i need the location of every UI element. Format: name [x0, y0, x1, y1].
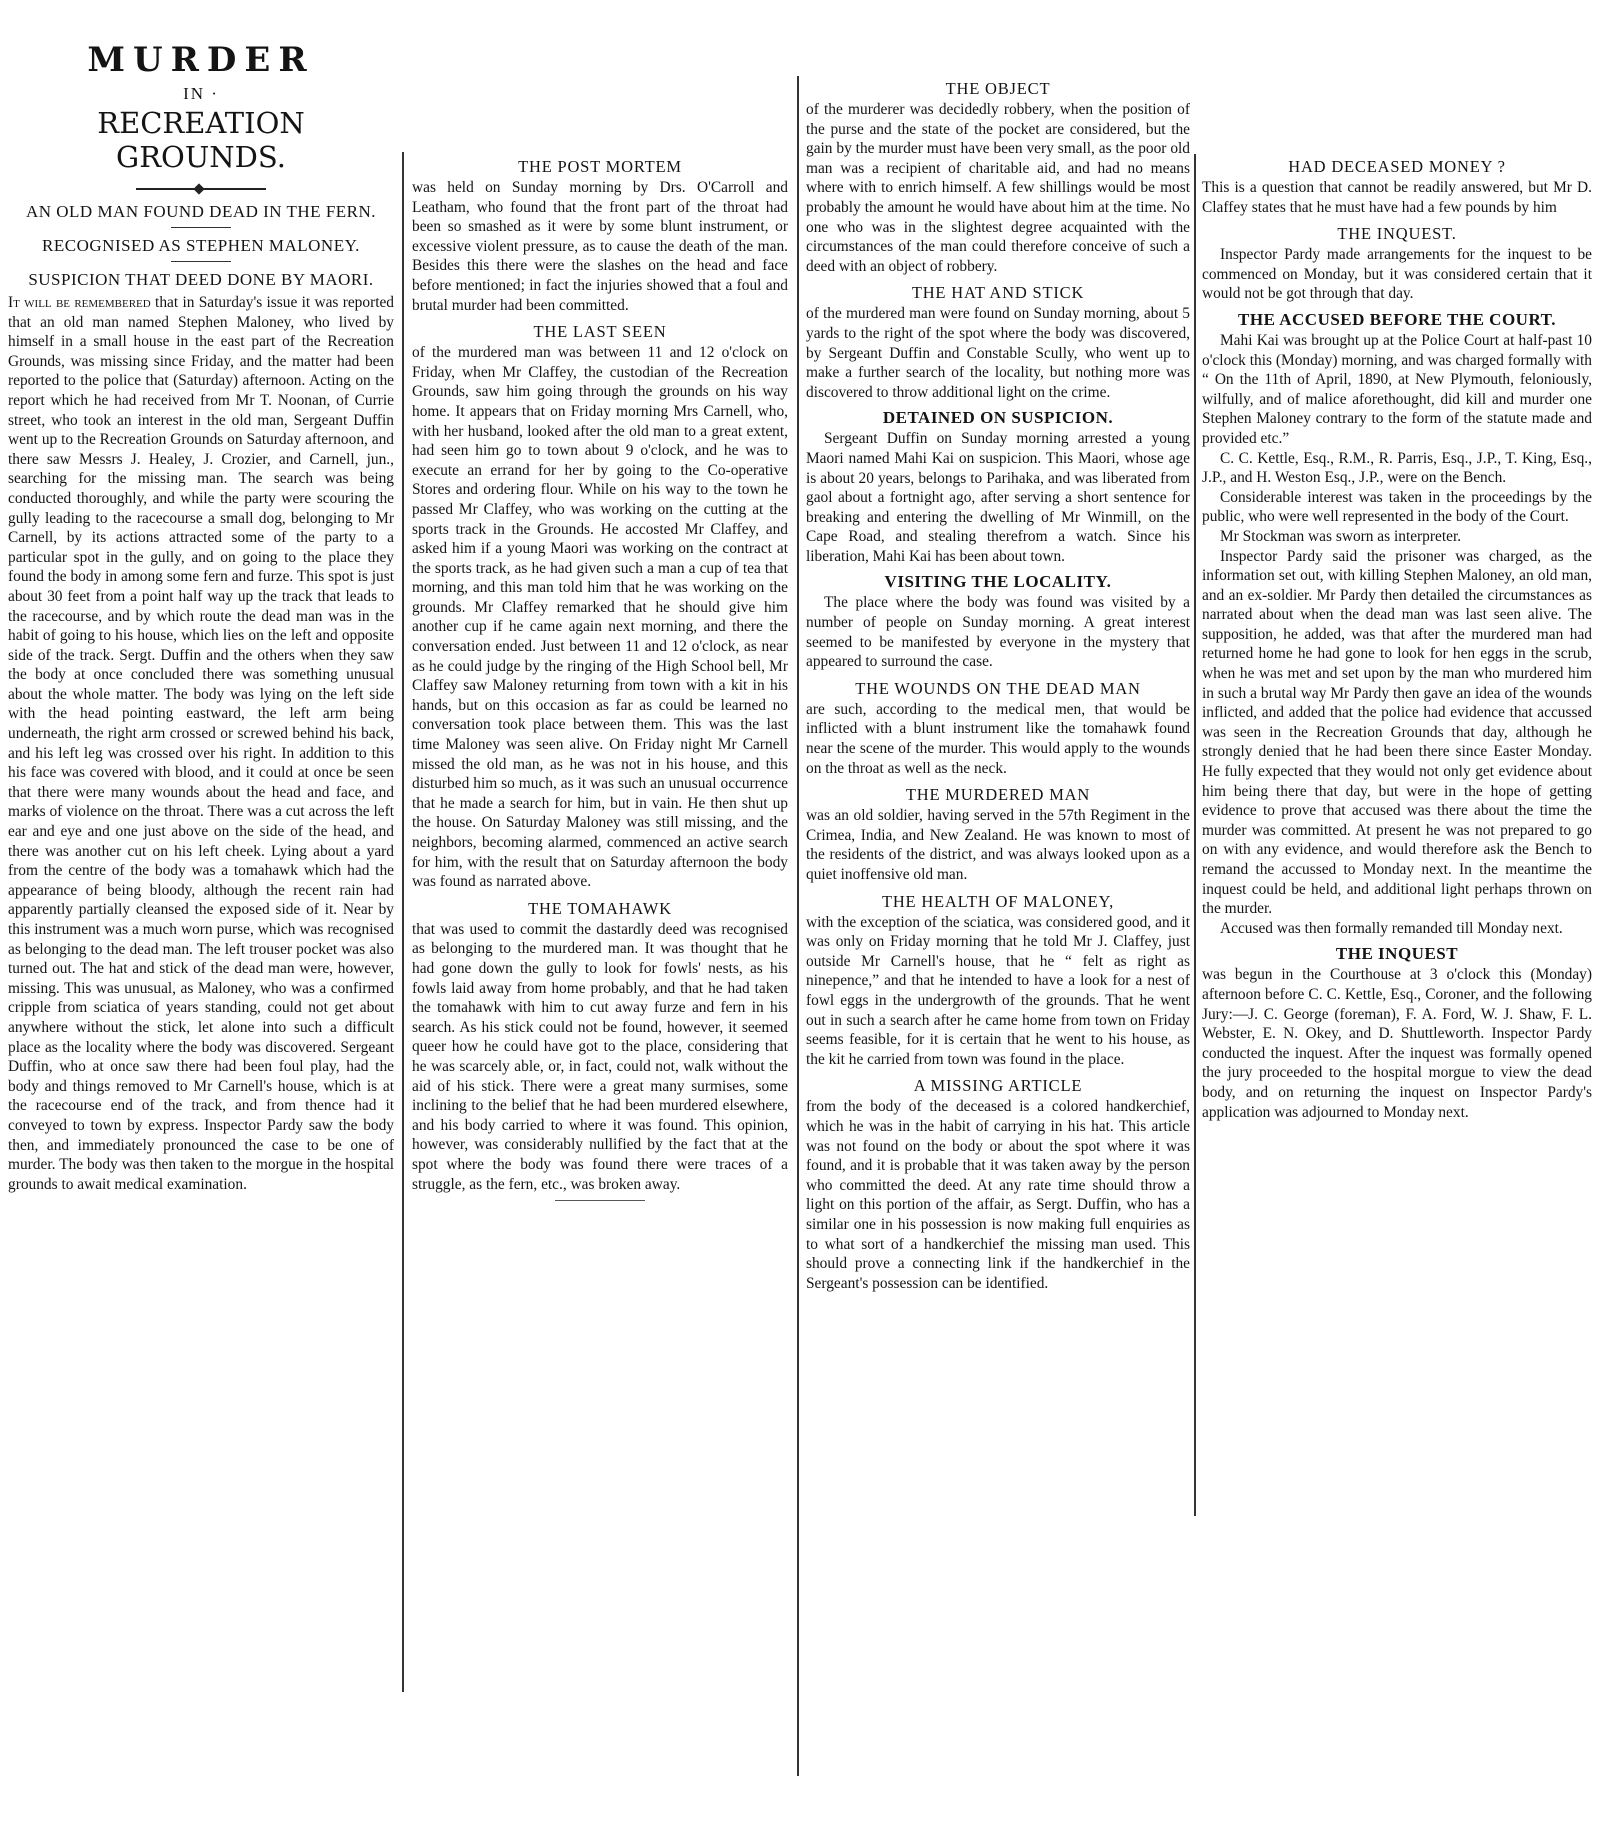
paragraph-money: This is a question that cannot be readily answered, but Mr D. Claffey states that he must have had a few pounds by him — [1202, 179, 1592, 216]
column-rule — [1194, 154, 1196, 1516]
end-rule — [555, 1200, 645, 1201]
column-rule — [797, 76, 799, 1776]
lead-in: It will be remembered — [8, 294, 151, 311]
paragraph-murdered-man: was an old soldier, having served in the 57th Regiment in the Crimea, India, and New Zealand. He was known to most of the residents of the district, and was always looked upon as a quiet inoffensive old man. — [806, 807, 1190, 883]
article-lead-paragraph — [8, 293, 394, 1194]
column-rule — [402, 152, 404, 1692]
paragraph-post-mortem: was held on Sunday morning by Drs. O'Carroll and Leatham, who found that the front part of the throat had been so smashed as it were by some blunt instrument, or excessive violent pressure, as to cause the death of the man. Besides this there were the slashes on the head and face before mentioned; in fact the injuries showed that a foul and brutal murder had been committed. — [412, 179, 788, 314]
paragraph-wounds: are such, according to the medical men, that would be inflicted with a blunt instrument like the tomahawk found near the scene of the murder. This would apply to the wounds on the throat as well as the neck. — [806, 700, 1190, 777]
headline-recreation-grounds: RECREATION GROUNDS. — [97, 106, 305, 174]
headline-murder: MURDER — [87, 40, 315, 80]
paragraph-missing-article: from the body of the deceased is a colored handkerchief, which he was in the habit of carrying in his hat. This article was not found on the body or about the spot where it was found, and it is probable that it was taken away by the person who committed the deed. At any rate time should throw a light on this portion of the affair, as Sergt. Duffin, who has a similar one in his possession is now making full enquiries as to what sort of a handkerchief the missing man used. This should prove a connecting link if the handkerchief in the Sergeant's possession can be identified. — [806, 1098, 1190, 1292]
paragraph-accused-charge: Mahi Kai was brought up at the Police Court at half-past 10 o'clock this (Monday) morning, and was charged formally with “ On the 11th of April, 1890, at New Plymouth, feloniously, wilfully, and of malice aforethought, did kill and murder one Stephen Maloney contrary to the form of the statute made and provided etc.” — [1202, 331, 1592, 447]
paragraph-detained: Sergeant Duffin on Sunday morning arrested a young Maori named Mahi Kai on suspicion. This Maori, whose age is about 20 years, belongs to Parihaka, and was liberated from gaol about a fortnight ago, after serving a short sentence for breaking and entering the dwelling of Mr Winmill, on the Cape Road, and stealing therefrom a watch. Since his liberation, Mahi Kai has been about town. — [806, 430, 1190, 565]
section-heading-inquest-arrangements: THE INQUEST. — [1337, 224, 1457, 244]
section-heading-hat-and-stick: THE HAT AND STICK — [911, 283, 1085, 303]
column-1 — [8, 0, 394, 1194]
section-heading-health: THE HEALTH OF MALONEY, — [881, 891, 1115, 911]
paragraph-health: with the exception of the sciatica, was considered good, and it was only on Friday morning that he told Mr J. Claffey, just outside Mr Carnell's house, that he “ felt as right as ninepence,” and that he intended to have a look for a nest of fowl eggs in the undergrowth of the grounds. That he went out in such a search after he came home from town on Friday seems feasible, for it is certain that he went to his house, as the kit he carried from town was found in the place. — [806, 913, 1190, 1068]
short-rule — [171, 261, 231, 262]
section-heading-tomahawk: THE TOMAHAWK — [528, 898, 672, 918]
section-heading-money: HAD DECEASED MONEY ? — [1288, 157, 1506, 176]
paragraph-last-seen: of the murdered man was between 11 and 12 o'clock on Friday, when Mr Claffey, the custodian of the Recreation Grounds, saw him going through the grounds on his way home. It appears that on Friday morning Mrs Carnell, who, with her husband, looked after the old man to a great extent, had seen him go to town about 9 o'clock, and he was to execute an errand for her by going to the Co-operative Stores and ordering flour. While on his way to the town he passed Mr Claffey, who was working on the cutting at the sports track in the Grounds. He accosted Mr Claffey, and asked him if a young Maori was working on the contract at the sports track, as he had given such a man a cup of tea that morning, and this man told him that he was working on the grounds. Mr Claffey remarked that he should give him another cup if he came again next morning, and there the conversation ended. Just between 11 and 12 o'clock, as near as he could judge by the ringing of the High School bell, Mr Claffey saw Maloney returning from town with a kit in his hands, but on this occasion as far as could be learned no conversation took place between them. This was the last time Maloney was seen alive. On Friday night Mr Carnell missed the old man, as he was not in his house, and this disturbed him so much, as it was such an unusual occurrence that he made a search for him, but in vain. He then shut up the house. On Saturday Maloney was still missing, and the neighbors, becoming alarmed, commenced an active search for him, with the result that on Saturday afternoon the body was found as narrated above. — [412, 344, 788, 891]
masthead — [8, 40, 394, 174]
column-2 — [412, 150, 788, 1201]
section-heading-wounds: THE WOUNDS ON THE DEAD MAN — [855, 678, 1141, 698]
short-rule — [171, 227, 231, 228]
section-heading-detained: DETAINED ON SUSPICION. — [882, 408, 1114, 428]
subheadline-recognised: RECOGNISED AS STEPHEN MALONEY. — [42, 236, 360, 255]
paragraph-visiting: The place where the body was found was visited by a number of people on Sunday morning. A great interest seemed to be manifested by everyone in the mystery that appeared to surround the case. — [806, 594, 1190, 671]
section-heading-inquest: THE INQUEST — [1335, 944, 1459, 964]
paragraph-tomahawk: that was used to commit the dastardly deed was recognised as belonging to the murdered man. It was thought that he had gone down the gully to look for fowls' nests, as his fowls laid away from home probably, and that he had taken the tomahawk with him to cut away furze and fern in his search. As his stick could not be found, however, it seemed queer how he could have got to the place, considering that he was scarcely able, or, in fact, could not, walk without the aid of his stick. There were a great many surmises, some inclining to the belief that he had been murdered elsewhere, and his body carried to where it was found. This opinion, however, was considerably nullified by the fact that at the spot where the body was found there were traces of a struggle, as the fern, etc., was broken away. — [412, 920, 788, 1193]
column-4 — [1202, 150, 1592, 1122]
headline-in: IN · — [183, 84, 219, 103]
section-heading-last-seen: THE LAST SEEN — [533, 322, 667, 342]
paragraph-inquest: was begun in the Courthouse at 3 o'clock this (Monday) afternoon before C. C. Kettle, Esq., Coroner, and the following Jury:—J. C. George (foreman), F. A. Ford, W. J. Shaw, F. L. Webster, E. N. Okey, and D. Shuttleworth. Inspector Pardy conducted the inquest. After the inquest was formally opened the jury proceeded to the hospital morgue to view the dead body, and on returning the inquest on Inspector Pardy's application was adjourned to Monday next. — [1202, 966, 1592, 1121]
paragraph-remanded: Accused was then formally remanded till Monday next. — [1220, 919, 1563, 937]
section-heading-accused: THE ACCUSED BEFORE THE COURT. — [1238, 309, 1556, 329]
paragraph-interpreter: Mr Stockman was sworn as interpreter. — [1220, 527, 1462, 545]
paragraph-hat-and-stick: of the murdered man were found on Sunday morning, about 5 yards to the right of the spot where the body was discovered, by Sergeant Duffin and Constable Scully, who went up to make a further search of the locality, but nothing more was discovered to throw additional light on the crime. — [806, 305, 1190, 401]
section-heading-object: THE OBJECT — [945, 79, 1051, 98]
paragraph-interest: Considerable interest was taken in the proceedings by the public, who were well represented in the body of the Court. — [1202, 488, 1592, 526]
paragraph-bench: C. C. Kettle, Esq., R.M., R. Parris, Esq., J.P., T. King, Esq., J.P., and H. Weston Esq., J.P., were on the Bench. — [1202, 449, 1592, 487]
paragraph-inquest-arrangements: Inspector Pardy made arrangements for the inquest to be commenced on Monday, but it was considered certain that it would not be got through that day. — [1202, 246, 1592, 303]
subheadline-suspicion: SUSPICION THAT DEED DONE BY MAORI. — [28, 270, 374, 289]
section-heading-visiting: VISITING THE LOCALITY. — [884, 572, 1112, 592]
ornamental-rule — [136, 188, 266, 190]
section-heading-post-mortem: THE POST MORTEM — [518, 157, 682, 176]
column-3 — [806, 72, 1190, 1293]
paragraph-object: of the murderer was decidedly robbery, when the position of the purse and the state of the pocket are considered, but the gain by the murder must have been very small, as the poor old man was a recipient of charitable aid, and had no means where with to enrich himself. A few shillings would be most probably the amount he would have about him at the time. No one who was in the slightest degree acquainted with the circumstances of the man could therefore conceive of such a deed with an object of robbery. — [806, 101, 1190, 275]
subheadline-old-man-found: AN OLD MAN FOUND DEAD IN THE FERN. — [25, 202, 377, 221]
section-heading-murdered-man: THE MURDERED MAN — [905, 785, 1091, 805]
lead-body: that in Saturday's issue it was reported that an old man named Stephen Maloney, who lived by himself in a small house in the east part of the Recreation Grounds, was missing since Friday, and the matter had been reported to the police that (Saturday) afternoon. Acting on the report which he had received from Mr T. Noonan, of Currie street, who took an interest in the old man, Sergeant Duffin went up to the Recreation Grounds on Saturday afternoon, and there saw Messrs J. Healey, J. Crozier, and Carnell, jun., searching for the missing man. The search was being conducted thoroughly, and while the party were scouring the gully leading to the racecourse a small dog, belonging to Mr Carnell, by its actions attracted some of the party to a particular spot in the gully, and on going to the place they found the body in among some fern and furze. This spot is just about 30 feet from a point half way up the track that leads to the racecourse, and by which route the dead man was in the habit of going to his house, which lies on the left and opposite side of the track. Sergt. Duffin and the others when they saw the body at once concluded there was something unusual about the whole matter. The body was lying on the left side with the head pointing eastward, the left arm being underneath, the right arm crossed or screwed behind his back, and his left leg was crossed over his right. In addition to this his face was covered with blood, and it could at once be seen that there were many wounds about the head and face, and marks of violence on the throat. There was a cut across the left ear and eye and one just above on the side of the head, and there was another cut on his left cheek. Lying about a yard from the centre of the body was a tomahawk which had the appearance of being bloody, although the recent rain had apparently partially cleansed the exposed side of it. Near by this instrument was a much worn purse, which was recognised as belonging to the dead man. The left trouser pocket was also turned out. The hat and stick of the dead man were, however, missing. This was unusual, as Maloney, who was a confirmed cripple from sciatica of years standing, could not get about anywhere without the stick, let alone into such a difficult place as the locality where the body was discovered. Sergeant Duffin, who at once saw there had been foul play, had the body and things removed to Mr Carnell's house, which is at the racecourse end of the track, and from thence had it conveyed to town by express. Inspector Pardy saw the body then, and immediately pronounced the case to be one of murder. The body was then taken to the morgue in the hospital grounds to await medical examination. — [8, 294, 395, 1193]
section-heading-missing-article: A MISSING ARTICLE — [913, 1076, 1083, 1096]
paragraph-pardy-statement: Inspector Pardy said the prisoner was charged, as the information set out, with killing Stephen Maloney, an old man, and an ex-soldier. Mr Pardy then detailed the circumstances as narrated about when the dead man was last seen alive. The supposition, he added, was that after the murdered man had returned home he had gone to look for hen eggs in the scrub, when he was met and set upon by the man who murdered him in such a brutal way Mr Pardy then gave an idea of the wounds inflicted, and added that the police had evidence that accussed was seen in the Recreation Grounds that day, although he strongly denied that he had been there since Easter Monday. He fully expected that they would not only get evidence about him being there that day, but were in the hope of getting evidence to prove that accused was there about the time the murder was committed. At present he was not prepared to go on with any evidence, and would therefore ask the Bench to remand the accussed to Monday next. In the meantime the inquest could be held, and additional light perhaps thrown on the murder. — [1202, 547, 1592, 918]
